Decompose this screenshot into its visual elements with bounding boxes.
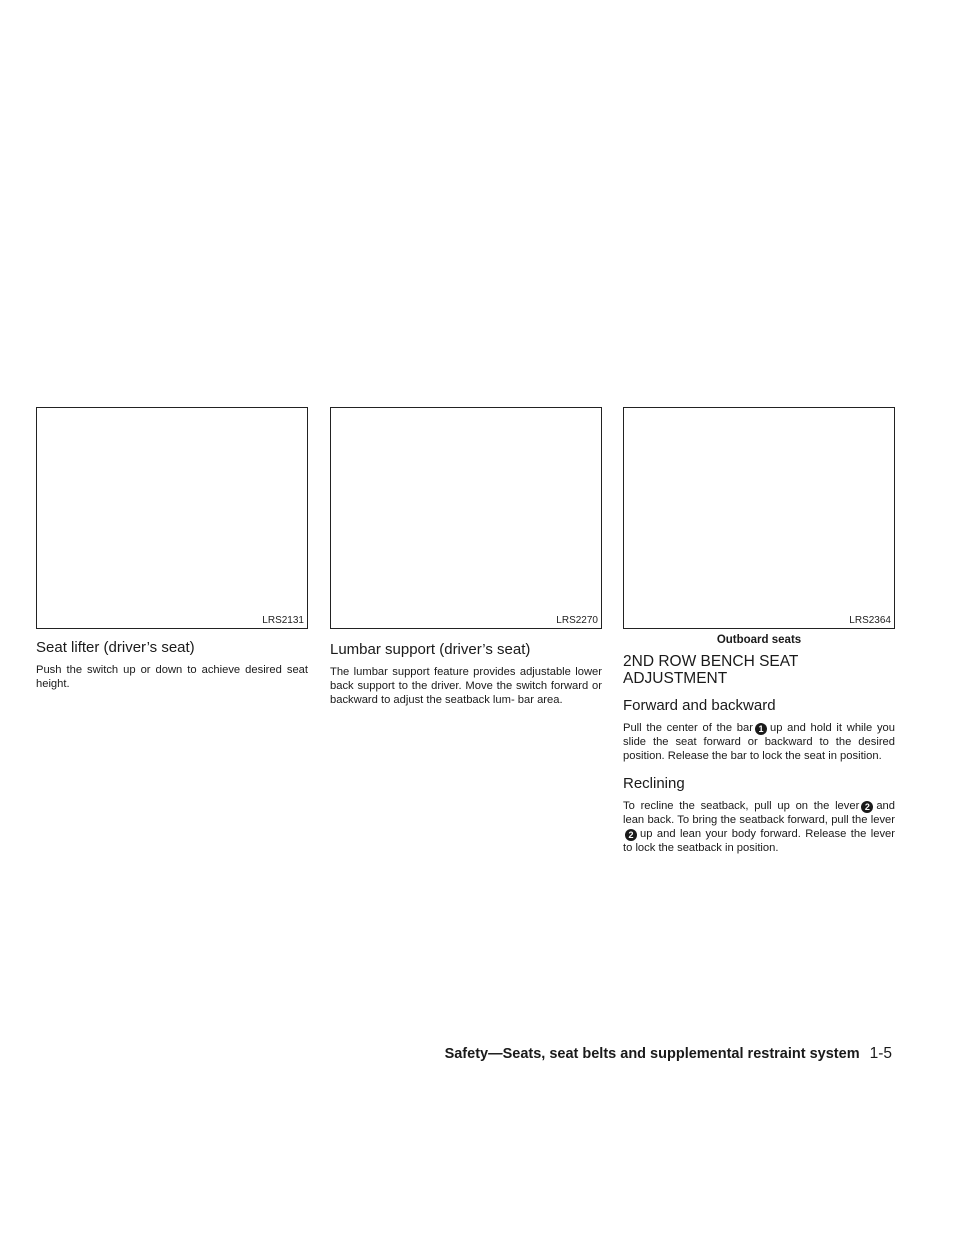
text-segment: Pull the center of the bar [623, 722, 753, 734]
text-segment: and lean back. To bring the seatback forward, pull the lever [623, 800, 895, 826]
subsection-heading-forward-backward: Forward and backward [623, 697, 776, 714]
paragraph-lumbar-support: The lumbar support feature provides adjustable lower back support to the driver. Move the switch forward or backward to adjust the seatback lum- bar area. [330, 666, 602, 706]
page-footer [0, 1045, 892, 1063]
figure-code: LRS2364 [849, 615, 891, 626]
paragraph-seat-lifter: Push the switch up or down to achieve desired seat height. [36, 664, 308, 690]
chapter-title: Safety—Seats, seat belts and supplemental restraint system [444, 1046, 860, 1062]
callout-2-icon: 2 [625, 829, 637, 841]
callout-2-icon: 2 [861, 801, 873, 813]
figure-lumbar-support [330, 407, 602, 629]
figure-code: LRS2131 [262, 615, 304, 626]
paragraph-forward-backward [623, 721, 895, 763]
section-title-2nd-row-bench: 2ND ROW BENCH SEAT ADJUSTMENT [623, 653, 799, 687]
column-2nd-row-bench [623, 407, 895, 855]
column-lumbar-support [330, 407, 602, 707]
page-number: 1-5 [869, 1045, 892, 1062]
figure-outboard-seats [623, 407, 895, 629]
text-segment: up and lean your body forward. Release the lever to lock the seatback in position. [623, 828, 895, 854]
figure-seat-lifter [36, 407, 308, 629]
figure-caption: Outboard seats [716, 634, 802, 646]
section-heading-seat-lifter: Seat lifter (driver’s seat) [36, 639, 195, 656]
figure-code: LRS2270 [556, 615, 598, 626]
section-heading-lumbar-support: Lumbar support (driver’s seat) [330, 641, 531, 658]
text-segment: To recline the seatback, pull up on the lever [623, 800, 860, 812]
paragraph-reclining [623, 799, 895, 855]
text-segment: up and hold it while you slide the seat forward or backward to the desired position. Release the bar to lock the seat in position. [623, 722, 895, 762]
column-seat-lifter [36, 407, 308, 691]
subsection-heading-reclining: Reclining [623, 775, 685, 792]
callout-1-icon: 1 [755, 723, 767, 735]
